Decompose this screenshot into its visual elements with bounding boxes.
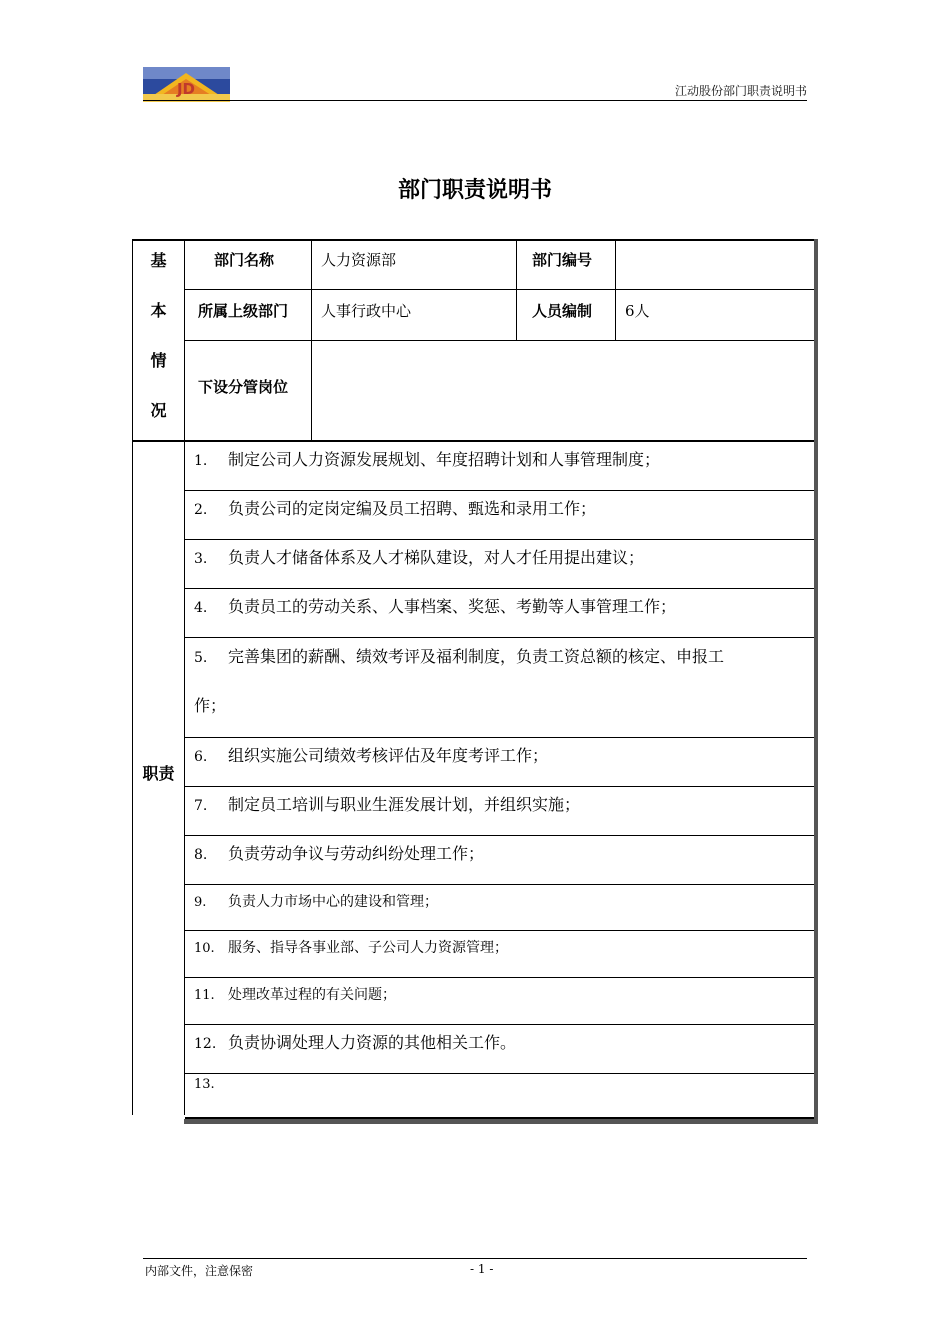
duty-item-5-cont: 作；	[194, 696, 227, 715]
duty-num: 11.	[194, 988, 215, 1003]
duty-num: 9.	[194, 895, 207, 910]
duty-item-11	[194, 984, 396, 1004]
duty-item-8	[194, 841, 484, 864]
header-doc-title: 江动股份部门职责说明书	[674, 84, 807, 98]
col-divider-4	[615, 240, 616, 340]
duty-num: 12.	[194, 1036, 217, 1052]
duty-item-7	[194, 792, 580, 815]
dept-code-label: 部门编号	[532, 251, 593, 269]
duty-row-line	[185, 539, 814, 540]
basic-label-2: 本	[150, 301, 167, 320]
col-divider-1	[184, 240, 185, 1115]
duty-item-1	[194, 447, 660, 470]
duty-text: 制定公司人力资源发展规划、年度招聘计划和人事管理制度；	[228, 450, 661, 469]
duty-row-line	[185, 835, 814, 836]
parent-dept-value: 人事行政中心	[321, 302, 412, 320]
duty-row-line	[185, 1024, 814, 1025]
duty-num: 7.	[194, 798, 208, 814]
duty-text: 负责人才储备体系及人才梯队建设，对人才任用提出建议；	[228, 548, 645, 567]
duty-num: 13.	[194, 1077, 215, 1092]
duty-row-line	[185, 930, 814, 931]
duty-row-line	[185, 637, 814, 638]
row-divider-1	[185, 289, 814, 290]
duties-label: 职责	[142, 764, 175, 783]
duty-item-12	[194, 1030, 516, 1053]
duty-num: 10.	[194, 941, 215, 956]
table-bottom-line	[185, 1117, 814, 1119]
duty-row-line	[185, 588, 814, 589]
duty-text: 负责公司的定岗定编及员工招聘、甄选和录用工作；	[228, 499, 597, 518]
company-logo	[143, 67, 230, 102]
duty-row-line	[185, 490, 814, 491]
logo-text: JD	[176, 80, 196, 98]
footer-confidential: 内部文件，注意保密	[145, 1264, 254, 1278]
duty-text: 负责劳动争议与劳动纠纷处理工作；	[228, 844, 485, 863]
duty-num: 3.	[194, 551, 208, 567]
duty-row-line	[185, 977, 814, 978]
page-number: - 1 -	[470, 1262, 494, 1276]
page-title: 部门职责说明书	[397, 178, 552, 203]
duty-text: 组织实施公司绩效考核评估及年度考评工作；	[228, 746, 549, 765]
basic-label-1: 基	[150, 251, 167, 270]
duty-item-6	[194, 743, 548, 766]
duty-item-10	[194, 937, 508, 957]
footer-rule	[143, 1258, 807, 1259]
duty-text: 完善集团的薪酬、绩效考评及福利制度，负责工资总额的核定、申报工	[228, 647, 725, 666]
duty-row-line	[185, 737, 814, 738]
sub-posts-label: 下设分管岗位	[198, 378, 289, 396]
parent-dept-label: 所属上级部门	[198, 302, 289, 320]
basic-label-4: 况	[150, 401, 167, 420]
duty-num: 6.	[194, 749, 208, 765]
duty-row-line	[185, 1073, 814, 1074]
duty-text: 服务、指导各事业部、子公司人力资源管理；	[228, 940, 508, 956]
section-divider	[133, 440, 814, 442]
duty-text: 处理改革过程的有关问题；	[228, 987, 396, 1003]
duty-text: 制定员工培训与职业生涯发展计划，并组织实施；	[228, 795, 581, 814]
staff-value: 6人	[625, 302, 650, 320]
duty-num: 4.	[194, 600, 208, 616]
duty-item-2	[194, 496, 596, 519]
staff-label: 人员编制	[532, 302, 593, 320]
basic-label-3: 情	[150, 351, 167, 370]
duty-item-13	[194, 1076, 228, 1092]
row-divider-2	[185, 340, 814, 341]
duty-text: 负责人力市场中心的建设和管理；	[228, 894, 438, 910]
duty-item-4	[194, 594, 676, 617]
duty-text: 负责员工的劳动关系、人事档案、奖惩、考勤等人事管理工作；	[228, 597, 677, 616]
duty-num: 5.	[194, 650, 208, 666]
duty-item-3	[194, 545, 644, 568]
header-rule	[143, 100, 807, 101]
duty-item-5	[194, 644, 724, 667]
duty-num: 2.	[194, 502, 208, 518]
duty-text: 负责协调处理人力资源的其他相关工作。	[228, 1033, 517, 1052]
dept-name-label: 部门名称	[214, 251, 275, 269]
col-divider-3	[516, 240, 517, 340]
duty-num: 8.	[194, 847, 208, 863]
duty-item-9	[194, 891, 438, 911]
table-shadow-right	[814, 239, 818, 1124]
table-shadow-bottom	[184, 1119, 818, 1124]
duty-row-line	[185, 884, 814, 885]
duty-num: 1.	[194, 453, 208, 469]
dept-name-value: 人力资源部	[321, 251, 397, 269]
duty-row-line	[185, 786, 814, 787]
